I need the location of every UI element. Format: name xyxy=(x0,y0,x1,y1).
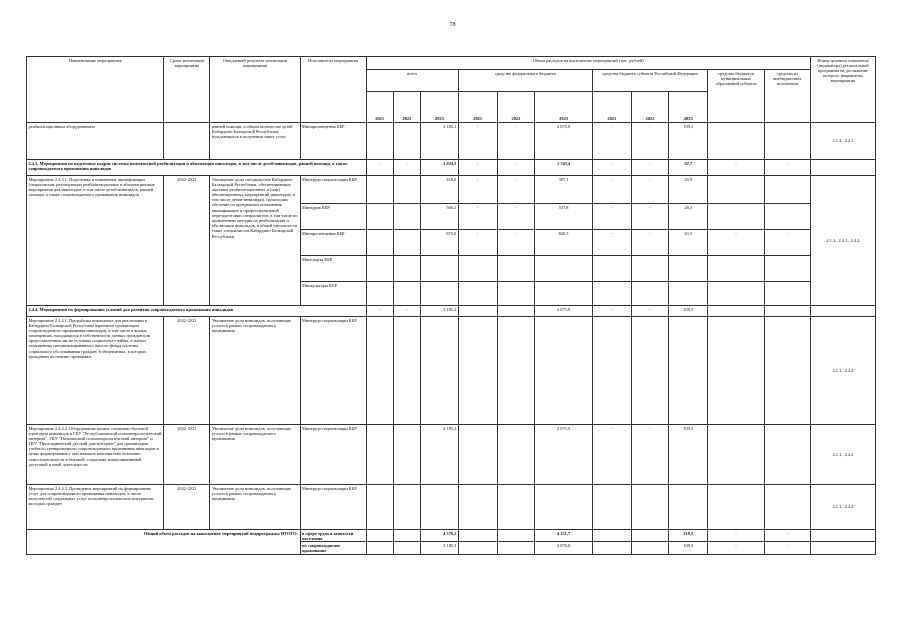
executor: Минтруда социальзации КБР xyxy=(300,317,366,425)
measure-name: Мероприятие 2.4.4.1. Проработка возможных для реализации в Кабардино-Балкарской Республике вариантов организации сопровождаемого проживания инвалидов, в том числе в жилых помещениях, находящихся в собственности данных граждан или предоставленных им на условиях социального найма, в жилых помещениях специализированного жилого фонда системы социального обслуживания граждан, в общежитиях, в которых гражданам постоянно проживают xyxy=(27,317,164,425)
totals-sublabel: в сфере труда и занятости населения xyxy=(300,530,366,542)
expected-result: Увеличение доли инвалидов, получающих услуги в рамках сопровождаемого проживания xyxy=(210,425,300,485)
executor: Минпросвещения КБР xyxy=(300,230,366,256)
totals-row: Общий объем расходов на выполнение мероприятий подпрограммы ИТОГО: в сфере труда и занятости населения 4 370,2 4 151,7 218,5 - - xyxy=(27,530,876,542)
expected-result: Увеличение доли инвалидов, получающих услуги в рамках сопровождаемого проживания xyxy=(210,317,300,425)
measure-terms: 2022-2023 xyxy=(164,425,210,485)
table-row: Минпросвещения КБР 870,0 - - 826,5 - - 43,5 - - xyxy=(27,230,876,256)
header-year: 2023 xyxy=(535,92,593,123)
measure-terms: 2022-2023 xyxy=(164,485,210,530)
section-title: 2.4.3. Мероприятия по подготовке кадров системы комплексной реабилитации и абилитации инвалидов, в том числе детей-инвалидов, ранней помощи, а также сопровождаемого проживания инвалидов xyxy=(27,160,367,176)
table-row: Мероприятие 2.4.4.2. Оборудование комнат социально-бытовой адаптации инвалидов в ГКУ "Республиканский психоневрологический интернат", ГКУ "Нальчикский психоневрологический интернат" и ГКУ "Прохладненский детский дом-интернат" для организации учебного тренировочного сопровождаемого проживания инвалидов в целях формирования у них навыков максимально возможно самостоятельности в бытовой, социально-коммуникативной, досуговой и иной деятельности 2022-2023 Увеличение доли инвалидов, получающих услуги в рамках сопровождаемого проживания Минтруда социальзации КБР 2 185,2 2 075,9 - - 109,3 2.1.1., 2.4.2 xyxy=(27,425,876,485)
executor: Минтруда социальзации КБР xyxy=(300,176,366,204)
section-row: 2.4.4. Мероприятия по формированию условий для развития сопровождаемого проживания инвалидов - - 2 185,2 2 075,9 - - 109,3 xyxy=(27,306,876,317)
header-volume: Объем расходов на выполнение мероприятий (тыс. рублей) xyxy=(366,57,810,70)
executor: Минтруда социальзации КБР xyxy=(300,485,366,530)
header-municipal: средства бюджетов муниципальных образований субъекта xyxy=(708,70,765,123)
header-year: 2021 xyxy=(592,92,631,123)
indicator-number: 2.1.1., 2.4.2 xyxy=(810,425,875,485)
indicator-number: 2.1.1., 2.4.2 xyxy=(810,485,875,530)
header-total: всего xyxy=(366,70,458,92)
expected-result: Увеличение доли инвалидов, получающих услуги в рамках сопровождаемого проживания xyxy=(210,485,300,530)
header-indicator: Номер целевого показателя (индикатора) региональной программы на достижение которого направлены мероприятия xyxy=(810,57,875,123)
measures-table xyxy=(26,56,876,555)
header-year: 2021 xyxy=(366,92,393,123)
executor: Минкультуры КБР xyxy=(300,282,366,306)
executor: Минтруда социальзации КБР xyxy=(300,425,366,485)
totals-label: Общий объем расходов на выполнение мероприятий подпрограммы ИТОГО: xyxy=(27,530,301,555)
indicator-number: 2.1.1., 2.4.2 xyxy=(810,317,875,425)
table-row: Минздрав КБР 566,1 - - 537,8 - - 28,3 xyxy=(27,204,876,230)
table-row: реабилитационным оборудованием ранней помощи, в общем количестве детей Кабардино-Балкарской Республики, нуждающихся в получении таких услуг Минпросвещения КБР 2 185,1 - - 2 075,8 - - 109,3 2.1.2., 2.2.1 xyxy=(27,123,876,160)
executor: Минздрав КБР xyxy=(300,204,366,230)
executor: Минпросвещения КБР xyxy=(300,123,366,160)
page-number: 78 xyxy=(449,22,456,28)
totals-row: по сопровождаемое проживание 2 185,3 2 076,0 109,3 - - xyxy=(27,542,876,554)
header-year: 2021 xyxy=(458,92,497,123)
header-result: Ожидаемый результат реализации мероприятия xyxy=(210,57,300,123)
indicator-number: 2.1.3., 2.4.1., 2.4.2 xyxy=(810,176,875,306)
totals-sublabel: по сопровождаемое проживание xyxy=(300,542,366,554)
header-regional: средства бюджета субъекта Российской Федерации xyxy=(592,70,707,92)
measure-name: Мероприятие 2.4.4.3. Проведение мероприятий на формирование услуг для сопровождаемого проживания инвалидов, в числе получателей социальных услуг психоневрологических интернатов, молодых граждан xyxy=(27,485,164,530)
section-title: 2.4.4. Мероприятия по формированию условий для развития сопровождаемого проживания инвалидов xyxy=(27,306,367,317)
measure-terms: 2022-2023 xyxy=(164,176,210,306)
header-year: 2022 xyxy=(393,92,420,123)
table-row xyxy=(27,485,876,530)
expected-result: Увеличение доли специалистов Кабардино-Балкарской Республики, обеспечивающих оказание реабилитационных и (или) абилитационных мероприятий инвалидам, в том числе детям-инвалидам, прошедших обучение по программам повышения квалификации и профессиональной переподготовки специалистов, в том числе по применению методик по реабилитации и абилитации инвалидов, в общей численности таких специалистов Кабардино-Балкарской Республики xyxy=(210,176,300,306)
header-name: Наименование мероприятия xyxy=(27,57,164,123)
header-year: 2022 xyxy=(631,92,669,123)
header-terms: Сроки реализации мероприятия xyxy=(164,57,210,123)
header-federal: средства федерального бюджета xyxy=(458,70,592,92)
header-extra: средства из внебюджетных источников xyxy=(764,70,810,123)
section-row: 2.4.3. Мероприятия по подготовке кадров системы комплексной реабилитации и абилитации инвалидов, в том числе детей-инвалидов, ранней помощи, а также сопровождаемого проживания инвалидов - - 1 834,1 - - 1 743,4 - - 92,7 - - xyxy=(27,160,876,176)
measure-name: Мероприятие 2.4.4.2. Оборудование комнат социально-бытовой адаптации инвалидов в ГКУ "Республиканский психоневрологический интернат", ГКУ "Нальчикский психоневрологический интернат" и ГКУ "Прохладненский детский дом-интернат" для организации учебного тренировочного сопровождаемого проживания инвалидов в целях формирования у них навыков максимально возможно самостоятельности в бытовой, социально-коммуникативной, досуговой и иной деятельности xyxy=(27,425,164,485)
expected-result: ранней помощи, в общем количестве детей Кабардино-Балкарской Республики, нуждающихся в получении таких услуг xyxy=(210,123,300,160)
table-row xyxy=(27,317,876,425)
measure-name: реабилитационным оборудованием xyxy=(27,123,164,160)
header-executors: Исполнители мероприятия xyxy=(300,57,366,123)
indicator-number: 2.1.2., 2.2.1 xyxy=(810,123,875,160)
measure-name: Мероприятие 2.4.3.1. Подготовка и повышение квалификации специалистов, реализующих реабилитационные и абилитационные мероприятия для инвалидов, в том числе детей-инвалидов, ранней помощи, а также сопровождаемого проживания инвалидов xyxy=(27,176,164,306)
header-year: 2023 xyxy=(421,92,459,123)
executor: Минспорта КБР xyxy=(300,256,366,282)
table-row: Мероприятие 2.4.3.1. Подготовка и повышение квалификации специалистов, реализующих реабилитационные и абилитационные мероприятия для инвалидов, в том числе детей-инвалидов, ранней помощи, а также сопровождаемого проживания инвалидов 2022-2023 Увеличение доли специалистов Кабардино-Балкарской Республики, обеспечивающих оказание реабилитационных и (или) абилитационных мероприятий инвалидам, в том числе детям-инвалидам, прошедших обучение по программам повышения квалификации и профессиональной переподготовки специалистов, в том числе по применению методик по реабилитации и абилитации инвалидов, в общей численности таких специалистов Кабардино-Балкарской Республики Минтруда социальзации КБР 418,0 - - 397,1 - - 20,9 2.1.3., 2.4.1., 2.4.2 xyxy=(27,176,876,204)
measure-terms: 2022-2023 xyxy=(164,317,210,425)
header-year: 2023 xyxy=(669,92,708,123)
header-year: 2022 xyxy=(497,92,535,123)
